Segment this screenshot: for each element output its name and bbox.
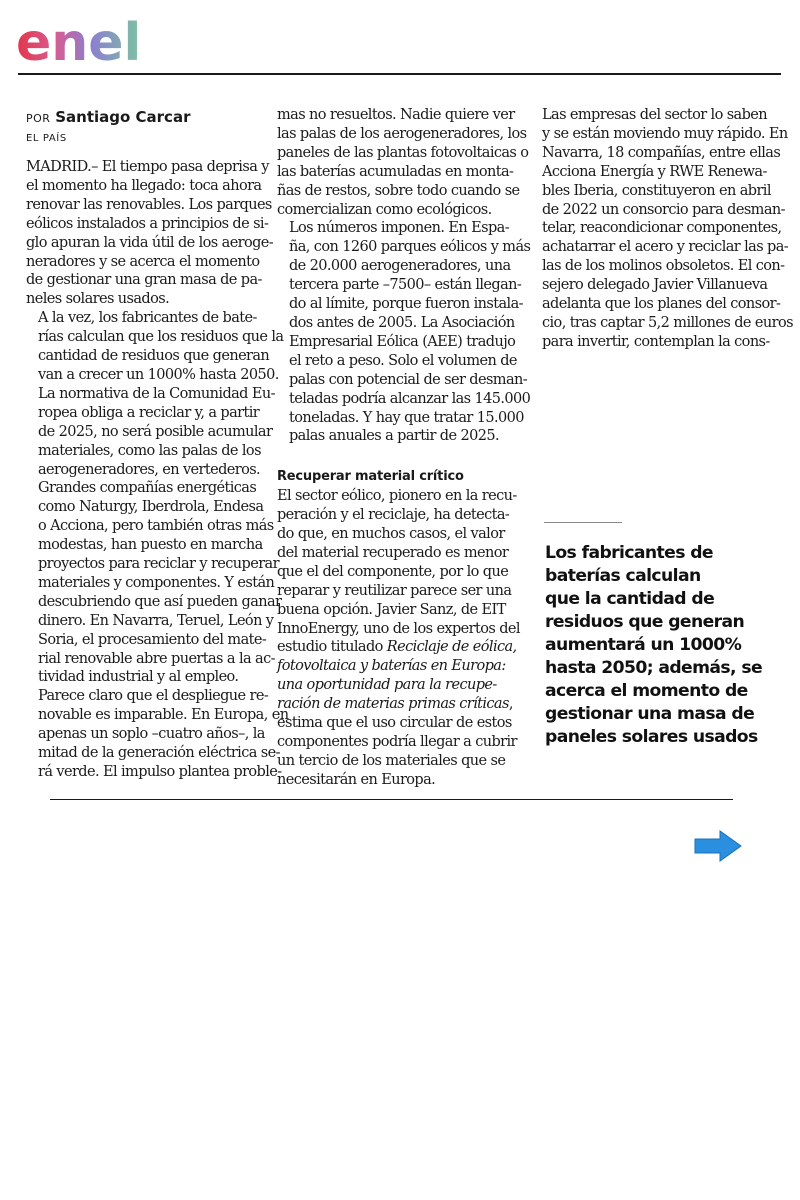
text-line: buena opción. Javier Sanz, de EIT (277, 601, 506, 618)
text-line: neles solares usados. (26, 291, 170, 308)
pullquote-line: gestionar una masa de (545, 704, 755, 724)
article-column-1 (26, 158, 289, 782)
pullquote-line: baterías calculan (545, 566, 701, 586)
pullquote-line: residuos que generan (545, 612, 745, 632)
pullquote-rule (544, 522, 622, 523)
text-line (277, 638, 517, 657)
study-title: ración de materias primas críticas (277, 696, 509, 713)
paragraph (277, 487, 520, 790)
text-line: Acciona Energía y RWE Renewa- (542, 163, 767, 180)
text-line: ña, con 1260 parques eólicos y más (289, 239, 531, 256)
article-column-3 (530, 106, 793, 352)
text-line: las palas de los aerogeneradores, los (277, 125, 527, 142)
text-line: y se están moviendo muy rápido. En (542, 125, 788, 142)
byline-prefix: POR (26, 112, 51, 125)
text-line (277, 695, 512, 714)
text-line: dinero. En Navarra, Teruel, León y (38, 612, 274, 629)
text-line: InnoEnergy, uno de los expertos del (277, 620, 520, 637)
text-line: Las empresas del sector lo saben (542, 107, 767, 123)
text-line: A la vez, los fabricantes de bate- (38, 310, 257, 327)
text-line: cantidad de residuos que generan (38, 348, 270, 365)
pullquote-line: acerca el momento de (545, 681, 748, 701)
text-line: de 20.000 aerogeneradores, una (289, 258, 511, 275)
text-line: telar, reacondicionar componentes, (542, 220, 782, 237)
arrow-right-icon[interactable] (692, 828, 744, 864)
article-column-2 (277, 106, 531, 790)
text-line: van a crecer un 1000% hasta 2050. (38, 366, 279, 383)
study-title: fotovoltaica y baterías en Europa: (277, 658, 506, 675)
text-line: tividad industrial y al empleo. (38, 669, 239, 686)
text-line: como Naturgy, Iberdrola, Endesa (38, 499, 264, 516)
footer-rule (50, 799, 733, 800)
text-line: Soria, el procesamiento del mate- (38, 631, 267, 648)
paragraph (277, 219, 531, 446)
text-line: estima que el uso circular de estos (277, 715, 512, 732)
text-line: sejero delegado Javier Villanueva (542, 277, 768, 294)
pullquote-line: que la cantidad de (545, 589, 715, 609)
text-line: cio, tras captar 5,2 millones de euros (542, 314, 793, 331)
text-line: reparar y reutilizar parece ser una (277, 582, 512, 599)
paragraph (26, 687, 289, 782)
pullquote-line: hasta 2050; además, se (545, 658, 763, 678)
text-line: tercera parte –7500– están llegan- (289, 277, 522, 294)
paragraph (26, 309, 284, 687)
byline-source: EL PAÍS (26, 133, 67, 144)
study-title: Reciclaje de eólica, (386, 639, 517, 656)
text-line: La normativa de la Comunidad Eu- (38, 385, 275, 402)
text-line: adelanta que los planes del consor- (542, 296, 781, 313)
text-line: el reto a peso. Solo el volumen de (289, 352, 517, 369)
text-line: palas con potencial de ser desman- (289, 371, 528, 388)
text-line: toneladas. Y hay que tratar 15.000 (289, 409, 524, 426)
byline (26, 108, 190, 126)
text-line: peración y el reciclaje, ha detecta- (277, 507, 510, 524)
text-line: novable es imparable. En Europa, en (38, 707, 289, 724)
text-line: Navarra, 18 compañías, entre ellas (542, 144, 781, 161)
text-line: Los números imponen. En Espa- (289, 220, 509, 237)
text-line: las baterías acumuladas en monta- (277, 163, 514, 180)
text-line: materiales y componentes. Y están (38, 574, 275, 591)
text-line: materiales, como las palas de los (38, 442, 261, 459)
text-line: neradores y se acerca el momento (26, 253, 260, 270)
text-line: comercializan como ecológicos. (277, 201, 492, 218)
text-line: dos antes de 2005. La Asociación (289, 314, 515, 331)
text-line: el momento ha llegado: toca ahora (26, 177, 262, 194)
text-line: eólicos instalados a principios de si- (26, 215, 269, 232)
text-line: que el del componente, por lo que (277, 563, 509, 580)
text-line: apenas un soplo –cuatro años–, la (38, 726, 265, 743)
text-line: Empresarial Eólica (AEE) tradujo (289, 333, 516, 350)
text-line: proyectos para reciclar y recuperar (38, 556, 279, 573)
text-line: ñas de restos, sobre todo cuando se (277, 182, 520, 199)
text-line: El sector eólico, pionero en la recu- (277, 488, 517, 505)
pullquote-line: paneles solares usados (545, 727, 758, 747)
text-line: paneles de las plantas fotovoltaicas o (277, 144, 529, 161)
text-line: MADRID.– El tiempo pasa deprisa y (26, 159, 269, 175)
byline-author: Santiago Carcar (55, 108, 191, 126)
text-line: de 2022 un consorcio para desman- (542, 201, 785, 218)
study-title: una oportunidad para la recupe- (277, 677, 497, 694)
text-line: componentes podría llegar a cubrir (277, 734, 517, 750)
header-rule (18, 73, 781, 75)
text-line: las de los molinos obsoletos. El con- (542, 258, 785, 275)
text-line: glo apuran la vida útil de los aeroge- (26, 234, 274, 251)
text-line: para invertir, contemplan la cons- (542, 333, 770, 350)
text-line: mas no resueltos. Nadie quiere ver (277, 107, 515, 123)
pullquote-line: aumentará un 1000% (545, 635, 742, 655)
text-line: descubriendo que así pueden ganar (38, 593, 282, 610)
text-line: modestas, han puesto en marcha (38, 537, 263, 554)
paragraph (26, 158, 274, 309)
text-line: mitad de la generación eléctrica se- (38, 745, 280, 762)
punctuation: , (508, 696, 513, 713)
text-line (277, 676, 512, 695)
text-line: del material recuperado es menor (277, 544, 509, 561)
text-line (277, 657, 512, 676)
text-line: un tercio de los materiales que se (277, 752, 506, 769)
text-line: de 2025, no será posible acumular (38, 423, 273, 440)
study-lead: estudio titulado (277, 639, 387, 656)
text-line: achatarrar el acero y reciclar las pa- (542, 239, 789, 256)
text-line: o Acciona, pero también otras más (38, 518, 274, 535)
text-line: teladas podría alcanzar las 145.000 (289, 390, 531, 407)
text-line: rá verde. El impulso plantea proble- (38, 764, 282, 780)
pullquote-line: Los fabricantes de (545, 543, 713, 563)
text-line: bles Iberia, constituyeron en abril (542, 182, 771, 199)
text-line: de gestionar una gran masa de pa- (26, 272, 262, 289)
paragraph (277, 106, 529, 219)
text-line: ropea obliga a reciclar y, a partir (38, 404, 260, 421)
section-subhead: Recuperar material crítico (277, 469, 464, 485)
text-line: necesitarán en Europa. (277, 771, 436, 788)
paragraph (530, 106, 793, 352)
text-line: Parece claro que el despliegue re- (38, 688, 269, 705)
text-line: rías calculan que los residuos que la (38, 329, 284, 346)
text-line: Grandes compañías energéticas (38, 480, 257, 497)
text-line: palas anuales a partir de 2025. (289, 428, 499, 445)
pullquote (545, 542, 775, 749)
text-line: aerogeneradores, en vertederos. (38, 461, 261, 478)
enel-logo (16, 14, 176, 68)
text-line: do al límite, porque fueron instala- (289, 296, 523, 313)
svg-text:enel: enel (16, 14, 142, 68)
text-line: rial renovable abre puertas a la ac- (38, 650, 275, 667)
text-line: renovar las renovables. Los parques (26, 196, 272, 213)
text-line: do que, en muchos casos, el valor (277, 526, 505, 543)
